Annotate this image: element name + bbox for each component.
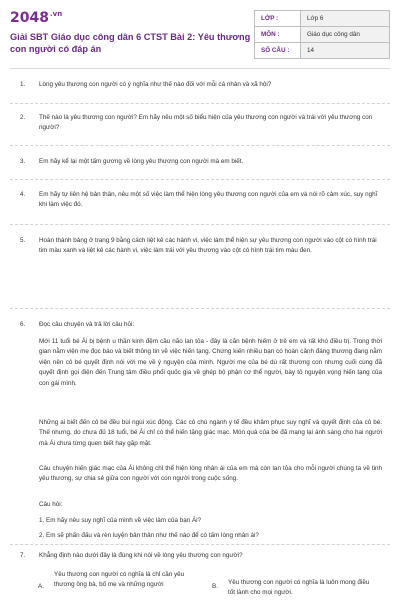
question-number: 3. [20, 158, 26, 165]
question-text: Thế nào là yêu thương con người? Em hãy nêu một số biểu hiện của yêu thương con người và trái với yêu thương con người? [39, 114, 373, 131]
meta-value: Giáo dục công dân [301, 27, 390, 43]
option-a-text[interactable]: Yêu thương con người có nghĩa là chỉ cần yêu thương ông bà, bố mẹ và những người [54, 571, 185, 588]
meta-label: SỐ CÂU : [255, 43, 301, 59]
site-logo[interactable] [10, 10, 62, 26]
question-4 [20, 190, 382, 210]
meta-table [254, 10, 390, 59]
question-divider [10, 224, 390, 225]
story-paragraph-3: Câu chuyện hiến giác mạc của Ái không chỉ thể hiện lòng nhân ái của em mà còn lan tỏa cho mỗi người chúng ta về tinh yêu thương, sự chia sẻ giữa con người với con người trong cuộc sống. [39, 465, 382, 483]
question-7 [20, 551, 382, 561]
question-2 [20, 113, 382, 133]
meta-value: Lớp 6 [301, 11, 390, 27]
sub-questions-label: Câu hỏi: [39, 501, 63, 508]
question-text: Đọc câu chuyện và trả lời câu hỏi: [39, 321, 135, 328]
question-3 [20, 157, 382, 167]
question-number: 7. [20, 552, 26, 559]
meta-row-class [255, 11, 390, 27]
meta-row-subject [255, 27, 390, 43]
question-number: 1. [20, 81, 26, 88]
question-6 [20, 320, 382, 330]
option-b-letter: B. [212, 583, 218, 590]
logo-suffix: .vn [49, 10, 63, 19]
question-1 [20, 80, 382, 90]
question-divider [10, 145, 390, 146]
story-paragraph-1: Mới 11 tuổi bé Ái bị bệnh u thần kinh đệm cầu não lan tỏa - đây là căn bệnh hiếm ở trẻ em và rất khó điều trị. Trong thời gian nằm viện mẹ đọc báo và biết thông tin về việc hiến tạng. Chứng kiến nhiều bạn có hoàn cảnh đáng thương đang nằm viện nên cô bé quyết định nói với mẹ về ý nguyện của mình. Người mẹ của bé dù rất thương con nhưng cuối cùng đã quyết định gọi điện đến Trung tâm điều phối quốc gia về ghép bộ phận cơ thể người, bày tỏ nguyện vọng hiến tạng của con gái mình. [39, 338, 382, 387]
sub-question-1: 1. Em hãy nêu suy nghĩ của mình về việc làm của bạn Ái? [39, 517, 202, 524]
meta-row-count [255, 43, 390, 59]
option-a-letter: A. [38, 583, 44, 590]
option-b-text[interactable]: Yêu thương con người có nghĩa là luôn mong điều tốt lành cho mọi người. [228, 579, 370, 596]
question-number: 5. [20, 237, 26, 244]
question-text: Em hãy tự liên hệ bản thân, nêu một số việc làm thể hiện lòng yêu thương con người của em và nói rõ cảm xúc, suy nghĩ khi làm việc đó. [39, 191, 378, 208]
question-5 [20, 236, 382, 256]
question-divider [10, 544, 390, 545]
question-number: 4. [20, 191, 26, 198]
meta-label: MÔN : [255, 27, 301, 43]
question-text: Em hãy kể lại một tấm gương về lòng yêu thương con người mà em biết. [39, 158, 244, 165]
meta-value: 14 [301, 43, 390, 59]
question-divider [10, 308, 390, 309]
sub-question-2: 2. Em sẽ phấn đấu và rèn luyện bản thân như thế nào để có tấm lòng nhân ái? [39, 532, 259, 539]
document-title: Giải SBT Giáo dục công dân 6 CTST Bài 2: Yêu thương con người có đáp án [10, 32, 251, 55]
question-divider [10, 103, 390, 104]
question-number: 6. [20, 321, 26, 328]
logo-text: 2048 [10, 10, 49, 26]
header-divider [10, 68, 390, 69]
story-paragraph-2: Những ai biết đến cô bé đều bùi ngùi xúc động. Các cô chú ngành y tế đều khâm phục suy nghĩ và quyết định của cô bé. Thế nhưng, do chưa đủ 18 tuổi, bé Ái chỉ có thể hiến tặng giác mạc. Món quà của bé đã mang lại ánh sáng cho hai người mà Ái chưa từng quen biết hay gặp mặt. [39, 419, 382, 447]
meta-label: LỚP : [255, 11, 301, 27]
question-number: 2. [20, 114, 26, 121]
question-divider [10, 179, 390, 180]
question-text: Lòng yêu thương con người có ý nghĩa như thế nào đối với mỗi cá nhân và xã hội? [39, 81, 272, 88]
question-text: Hoàn thành bảng ở trang 9 bằng cách liệt kê các hành vi, việc làm thể hiện sự yêu thương con người vào cột có hình trái tim màu xanh và liệt kê các hành vi, việc làm trái với yêu thương vào cột có hình trái tim màu đen. [39, 237, 377, 254]
question-text: Khẳng định nào dưới đây là đúng khi nói về lòng yêu thương con người? [39, 552, 243, 559]
